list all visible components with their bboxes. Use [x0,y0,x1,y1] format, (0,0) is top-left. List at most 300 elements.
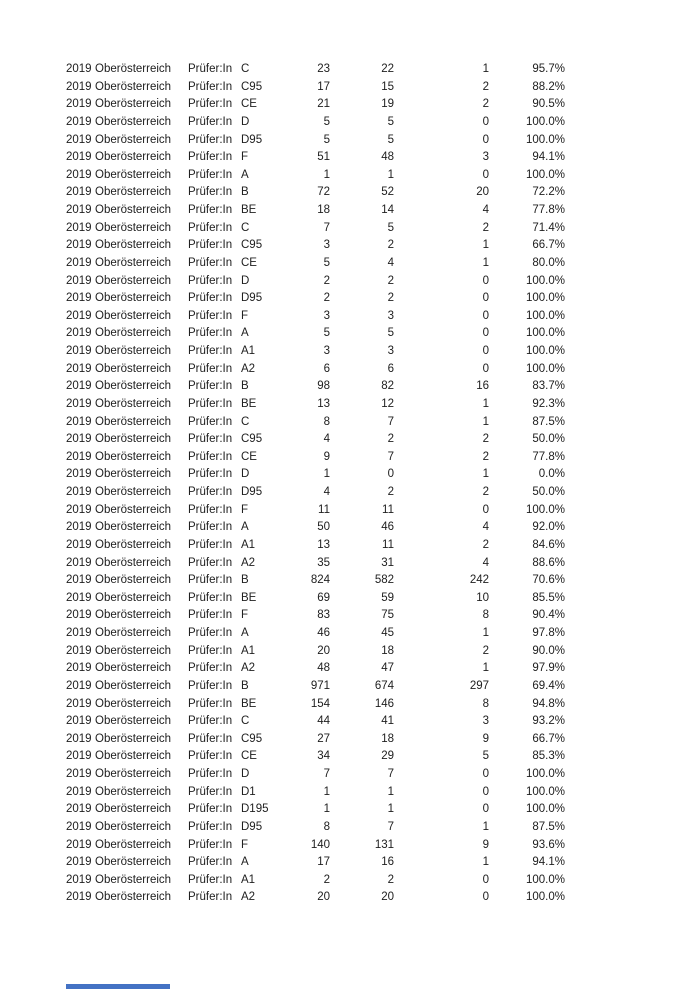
cell-year: 2019 [66,274,92,287]
cell-examiner: Prüfer:In [188,679,233,692]
cell-pass-rate: 95.7% [532,63,565,75]
cell-pass-rate: 88.2% [532,80,565,93]
cell-count-total: 5 [323,115,330,128]
table-row [66,61,565,79]
cell-license-class: D195 [241,803,269,816]
cell-count-total: 2 [323,873,330,886]
table-row [66,854,565,872]
table-row [66,449,565,467]
cell-count-failed: 0 [482,803,489,816]
cell-examiner: Prüfer:In [188,644,233,657]
cell-examiner: Prüfer:In [188,662,233,675]
cell-year: 2019 [66,345,92,357]
cell-count-passed: 1 [387,803,394,816]
table-row [66,555,565,573]
cell-region: Oberösterreich [95,644,172,657]
cell-count-failed: 2 [482,486,489,498]
cell-pass-rate: 50.0% [532,486,565,498]
cell-license-class: D95 [241,133,263,146]
cell-count-failed: 0 [482,785,489,798]
cell-pass-rate: 0.0% [538,468,565,481]
cell-pass-rate: 100.0% [525,115,565,128]
cell-license-class: CE [241,256,257,269]
cell-count-total: 46 [317,627,330,639]
cell-examiner: Prüfer:In [188,538,233,551]
cell-pass-rate: 50.0% [532,433,565,446]
cell-count-total: 6 [323,362,330,375]
cell-count-total: 2 [323,292,330,305]
cell-count-passed: 15 [381,80,394,93]
cell-pass-rate: 97.9% [532,662,565,675]
cell-license-class: A2 [241,891,256,904]
cell-count-total: 824 [310,574,330,587]
cell-count-failed: 242 [469,574,489,587]
cell-year: 2019 [66,838,92,851]
cell-count-failed: 2 [482,450,489,463]
cell-count-passed: 3 [387,345,394,357]
cell-count-passed: 45 [381,627,394,639]
cell-count-passed: 131 [374,838,394,851]
cell-count-failed: 2 [482,644,489,657]
cell-region: Oberösterreich [95,80,172,93]
cell-count-failed: 1 [482,820,489,833]
cell-examiner: Prüfer:In [188,450,233,463]
cell-examiner: Prüfer:In [188,891,233,904]
cell-region: Oberösterreich [95,732,172,745]
cell-license-class: BE [241,697,257,710]
table-row [66,114,565,132]
table-row [66,590,565,608]
cell-count-total: 50 [317,521,330,534]
table-row [66,273,565,291]
cell-license-class: D95 [241,292,263,305]
cell-count-failed: 0 [482,168,489,181]
cell-examiner: Prüfer:In [188,362,233,375]
cell-count-failed: 0 [482,345,489,357]
cell-region: Oberösterreich [95,133,172,146]
cell-year: 2019 [66,574,92,587]
cell-pass-rate: 90.4% [532,609,565,622]
cell-region: Oberösterreich [95,151,172,164]
table-row [66,643,565,661]
cell-count-total: 5 [323,327,330,340]
cell-year: 2019 [66,591,92,604]
cell-count-failed: 0 [482,362,489,375]
cell-count-passed: 4 [387,256,394,269]
cell-examiner: Prüfer:In [188,768,233,780]
cell-count-total: 21 [317,98,330,111]
cell-count-passed: 16 [381,856,394,869]
cell-pass-rate: 70.6% [532,574,565,587]
cell-count-passed: 2 [387,486,394,498]
cell-pass-rate: 100.0% [525,803,565,816]
cell-pass-rate: 100.0% [525,362,565,375]
cell-pass-rate: 85.3% [532,750,565,763]
cell-pass-rate: 97.8% [532,627,565,639]
cell-year: 2019 [66,679,92,692]
cell-count-passed: 2 [387,239,394,252]
cell-region: Oberösterreich [95,292,172,305]
table-row [66,237,565,255]
table-row [66,519,565,537]
cell-count-passed: 7 [387,820,394,833]
cell-pass-rate: 100.0% [525,133,565,146]
cell-count-failed: 1 [482,627,489,639]
cell-examiner: Prüfer:In [188,415,233,428]
table-row [66,784,565,802]
table-row [66,79,565,97]
cell-license-class: C95 [241,433,263,446]
table-row [66,414,565,432]
cell-license-class: A1 [241,345,256,357]
cell-year: 2019 [66,627,92,639]
cell-year: 2019 [66,221,92,234]
cell-count-passed: 1 [387,785,394,798]
cell-examiner: Prüfer:In [188,63,233,75]
cell-region: Oberösterreich [95,768,172,780]
table-row [66,343,565,361]
cell-examiner: Prüfer:In [188,186,233,199]
cell-count-passed: 14 [381,204,394,216]
table-row [66,801,565,819]
cell-pass-rate: 100.0% [525,327,565,340]
cell-license-class: BE [241,397,257,410]
cell-count-passed: 2 [387,433,394,446]
cell-examiner: Prüfer:In [188,204,233,216]
cell-region: Oberösterreich [95,433,172,446]
cell-license-class: A [241,168,249,181]
cell-count-passed: 5 [387,327,394,340]
cell-count-passed: 46 [381,521,394,534]
cell-region: Oberösterreich [95,239,172,252]
cell-count-total: 98 [317,380,330,393]
cell-pass-rate: 80.0% [532,256,565,269]
cell-year: 2019 [66,486,92,498]
cell-license-class: C [241,715,250,728]
cell-license-class: A [241,627,249,639]
cell-count-total: 23 [317,63,330,75]
cell-region: Oberösterreich [95,115,172,128]
cell-examiner: Prüfer:In [188,697,233,710]
cell-examiner: Prüfer:In [188,239,233,252]
cell-pass-rate: 92.3% [532,397,565,410]
cell-region: Oberösterreich [95,609,172,622]
cell-license-class: A2 [241,362,256,375]
cell-examiner: Prüfer:In [188,803,233,816]
cell-license-class: A2 [241,662,256,675]
cell-year: 2019 [66,133,92,146]
cell-count-total: 20 [317,644,330,657]
cell-count-total: 17 [317,80,330,93]
cell-examiner: Prüfer:In [188,468,233,481]
cell-count-total: 8 [323,415,330,428]
cell-count-total: 154 [310,697,330,710]
cell-year: 2019 [66,891,92,904]
table-row [66,325,565,343]
cell-count-failed: 1 [482,856,489,869]
cell-count-passed: 20 [381,891,394,904]
cell-count-failed: 16 [476,380,489,393]
cell-count-passed: 82 [381,380,394,393]
table-row [66,660,565,678]
cell-region: Oberösterreich [95,186,172,199]
cell-year: 2019 [66,644,92,657]
cell-license-class: A [241,521,249,534]
cell-region: Oberösterreich [95,450,172,463]
cell-license-class: A1 [241,644,256,657]
cell-pass-rate: 100.0% [525,345,565,357]
cell-count-total: 9 [323,450,330,463]
cell-examiner: Prüfer:In [188,838,233,851]
cell-pass-rate: 90.5% [532,98,565,111]
cell-license-class: B [241,679,249,692]
cell-year: 2019 [66,115,92,128]
cell-region: Oberösterreich [95,803,172,816]
cell-examiner: Prüfer:In [188,345,233,357]
table-row [66,361,565,379]
cell-count-total: 7 [323,221,330,234]
table-row [66,184,565,202]
cell-pass-rate: 87.5% [532,415,565,428]
cell-count-passed: 75 [381,609,394,622]
cell-count-total: 3 [323,309,330,322]
cell-count-passed: 52 [381,186,394,199]
table-row [66,872,565,890]
cell-license-class: BE [241,204,257,216]
table-row [66,96,565,114]
cell-year: 2019 [66,186,92,199]
cell-count-total: 18 [317,204,330,216]
cell-examiner: Prüfer:In [188,397,233,410]
cell-count-failed: 0 [482,873,489,886]
cell-license-class: C [241,415,250,428]
cell-examiner: Prüfer:In [188,503,233,516]
table-row [66,537,565,555]
cell-region: Oberösterreich [95,503,172,516]
cell-count-failed: 1 [482,63,489,75]
table-row [66,378,565,396]
table-row [66,766,565,784]
cell-examiner: Prüfer:In [188,168,233,181]
cell-region: Oberösterreich [95,397,172,410]
table-row [66,572,565,590]
cell-pass-rate: 92.0% [532,521,565,534]
cell-count-passed: 2 [387,274,394,287]
cell-count-failed: 9 [482,838,489,851]
cell-region: Oberösterreich [95,415,172,428]
cell-region: Oberösterreich [95,627,172,639]
table-row [66,696,565,714]
cell-license-class: D95 [241,820,263,833]
cell-year: 2019 [66,151,92,164]
cell-examiner: Prüfer:In [188,715,233,728]
cell-year: 2019 [66,168,92,181]
cell-license-class: A [241,327,249,340]
cell-count-passed: 18 [381,732,394,745]
table-row [66,396,565,414]
cell-region: Oberösterreich [95,274,172,287]
cell-license-class: D1 [241,785,256,798]
cell-count-passed: 0 [387,468,394,481]
cell-examiner: Prüfer:In [188,98,233,111]
cell-region: Oberösterreich [95,204,172,216]
cell-region: Oberösterreich [95,891,172,904]
cell-region: Oberösterreich [95,591,172,604]
cell-count-passed: 47 [381,662,394,675]
table-row [66,431,565,449]
cell-count-total: 1 [323,168,330,181]
cell-examiner: Prüfer:In [188,309,233,322]
cell-count-total: 11 [318,503,330,516]
cell-examiner: Prüfer:In [188,256,233,269]
cell-count-total: 83 [317,609,330,622]
cell-year: 2019 [66,521,92,534]
cell-pass-rate: 100.0% [525,309,565,322]
cell-count-failed: 2 [482,433,489,446]
cell-pass-rate: 85.5% [532,591,565,604]
table-row [66,149,565,167]
cell-count-total: 51 [317,151,330,164]
cell-license-class: F [241,609,249,622]
cell-count-passed: 59 [381,591,394,604]
cell-year: 2019 [66,715,92,728]
cell-count-total: 1 [323,803,330,816]
cell-examiner: Prüfer:In [188,133,233,146]
table-row [66,220,565,238]
cell-license-class: C [241,221,250,234]
cell-count-failed: 2 [482,538,489,551]
cell-pass-rate: 93.6% [532,838,565,851]
cell-pass-rate: 69.4% [532,679,565,692]
cell-license-class: F [241,151,249,164]
cell-year: 2019 [66,309,92,322]
cell-year: 2019 [66,609,92,622]
cell-region: Oberösterreich [95,574,172,587]
cell-count-total: 69 [317,591,330,604]
cell-count-failed: 9 [482,732,489,745]
cell-region: Oberösterreich [95,750,172,763]
cell-count-failed: 20 [476,186,489,199]
cell-year: 2019 [66,63,92,75]
table-row [66,502,565,520]
cell-count-failed: 1 [482,397,489,410]
cell-examiner: Prüfer:In [188,327,233,340]
cell-license-class: D [241,274,250,287]
cell-examiner: Prüfer:In [188,274,233,287]
table-row [66,255,565,273]
cell-license-class: CE [241,98,257,111]
cell-pass-rate: 84.6% [532,538,565,551]
cell-license-class: BE [241,591,257,604]
cell-license-class: A2 [241,556,256,569]
cell-examiner: Prüfer:In [188,591,233,604]
cell-count-passed: 1 [387,168,394,181]
cell-count-passed: 5 [387,133,394,146]
cell-count-passed: 41 [381,715,394,728]
cell-count-passed: 29 [381,750,394,763]
table-row [66,290,565,308]
cell-license-class: F [241,503,249,516]
cell-region: Oberösterreich [95,468,172,481]
cell-count-failed: 4 [482,556,489,569]
cell-count-failed: 1 [482,415,489,428]
cell-count-passed: 674 [374,679,394,692]
table-row [66,132,565,150]
cell-count-total: 2 [323,274,330,287]
cell-examiner: Prüfer:In [188,574,233,587]
cell-count-failed: 1 [482,239,489,252]
cell-count-passed: 31 [381,556,394,569]
table-row [66,837,565,855]
cell-region: Oberösterreich [95,309,172,322]
cell-count-failed: 0 [482,327,489,340]
table-row [66,889,565,907]
cell-year: 2019 [66,292,92,305]
cell-count-passed: 48 [381,151,394,164]
cell-license-class: CE [241,450,257,463]
cell-region: Oberösterreich [95,521,172,534]
cell-license-class: D [241,768,250,780]
cell-pass-rate: 90.0% [532,644,565,657]
cell-region: Oberösterreich [95,856,172,869]
cell-count-failed: 4 [482,204,489,216]
cell-pass-rate: 100.0% [525,785,565,798]
cell-year: 2019 [66,538,92,551]
cell-examiner: Prüfer:In [188,609,233,622]
cell-pass-rate: 66.7% [532,239,565,252]
cell-count-failed: 8 [482,609,489,622]
cell-pass-rate: 71.4% [532,221,565,234]
cell-license-class: D [241,468,250,481]
cell-pass-rate: 66.7% [532,732,565,745]
table-row [66,466,565,484]
cell-count-failed: 10 [476,591,489,604]
cell-license-class: A [241,856,249,869]
cell-count-total: 5 [323,256,330,269]
cell-region: Oberösterreich [95,63,172,75]
cell-license-class: B [241,186,249,199]
cell-year: 2019 [66,204,92,216]
cell-count-total: 140 [310,838,330,851]
cell-region: Oberösterreich [95,873,172,886]
cell-examiner: Prüfer:In [188,151,233,164]
cell-count-total: 3 [323,239,330,252]
cell-count-failed: 3 [482,151,489,164]
cell-license-class: D95 [241,486,263,498]
cell-region: Oberösterreich [95,380,172,393]
cell-year: 2019 [66,803,92,816]
cell-pass-rate: 100.0% [525,292,565,305]
cell-pass-rate: 72.2% [532,186,565,199]
cell-count-failed: 0 [482,503,489,516]
cell-count-passed: 6 [387,362,394,375]
cell-pass-rate: 88.6% [532,556,565,569]
cell-count-passed: 5 [387,115,394,128]
cell-count-passed: 2 [387,292,394,305]
table-row [66,748,565,766]
cell-region: Oberösterreich [95,662,172,675]
cell-count-total: 7 [323,768,330,780]
cell-count-total: 27 [317,732,330,745]
cell-count-passed: 7 [387,768,394,780]
cell-examiner: Prüfer:In [188,750,233,763]
cell-pass-rate: 100.0% [525,768,565,780]
cell-count-failed: 0 [482,292,489,305]
cell-region: Oberösterreich [95,98,172,111]
table-row [66,202,565,220]
cell-count-failed: 8 [482,697,489,710]
cell-count-total: 35 [317,556,330,569]
